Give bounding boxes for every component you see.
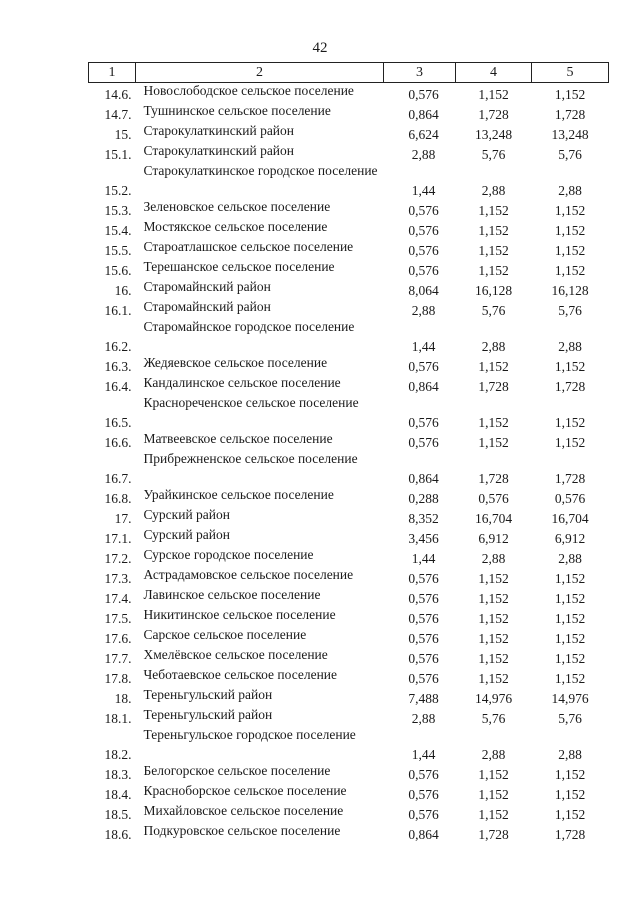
table-row: [89, 667, 609, 687]
row-number: 16.3.: [104, 359, 132, 374]
table-row: [89, 451, 609, 487]
table-header-row: [89, 63, 609, 83]
value-col-4: 5,76: [481, 147, 506, 162]
table-row: [89, 219, 609, 239]
territory-name: Жедяевское сельское поселение: [143, 355, 328, 370]
value-col-3: 8,064: [408, 283, 439, 298]
value-col-4: 5,76: [481, 711, 506, 726]
value-col-5: 1,152: [554, 415, 586, 430]
value-col-4: 0,576: [478, 491, 509, 506]
value-col-3: 6,624: [408, 127, 439, 142]
value-col-4: 1,152: [478, 435, 509, 450]
territory-name: Тушнинское сельское поселение: [143, 103, 331, 118]
territory-name: Матвеевское сельское поселение: [143, 431, 333, 446]
territory-name: Староатлашское сельское поселение: [143, 239, 354, 254]
table-row: [89, 279, 609, 299]
value-col-3: 1,44: [411, 339, 436, 354]
value-col-5: 2,88: [558, 551, 582, 566]
value-col-5: 1,728: [554, 379, 586, 394]
value-col-3: 0,576: [408, 591, 439, 606]
value-col-3: 0,576: [408, 415, 439, 430]
value-col-5: 13,248: [551, 127, 589, 142]
row-number: 15.4.: [104, 223, 132, 238]
value-col-4: 16,128: [474, 283, 513, 298]
value-col-5: 16,128: [551, 283, 589, 298]
column-header-3: 3: [384, 63, 456, 83]
value-col-4: 16,704: [474, 511, 513, 526]
row-number: 14.7.: [104, 107, 132, 122]
table-row: [89, 487, 609, 507]
value-col-4: 1,152: [478, 611, 509, 626]
table-row: [89, 143, 609, 163]
table-row: [89, 507, 609, 527]
value-col-5: 1,152: [554, 591, 586, 606]
row-number: 17.2.: [104, 551, 132, 566]
value-col-4: 1,152: [478, 631, 509, 646]
row-number: 16.1.: [104, 303, 132, 318]
territory-name: Краснореченское сельское поселение: [143, 395, 359, 410]
table-row: [89, 355, 609, 375]
table-row: [89, 587, 609, 607]
value-col-5: 2,88: [558, 183, 582, 198]
value-col-3: 7,488: [408, 691, 439, 706]
value-col-3: 0,864: [408, 379, 439, 394]
value-col-3: 2,88: [411, 303, 436, 318]
territory-name: Урайкинское сельское поселение: [143, 487, 334, 502]
row-number: 14.6.: [104, 87, 132, 102]
value-col-3: 2,88: [411, 711, 436, 726]
territory-name: Белогорское сельское поселение: [143, 763, 331, 778]
table-row: [89, 627, 609, 647]
value-col-4: 1,152: [478, 87, 509, 102]
value-col-3: 0,576: [408, 263, 439, 278]
value-col-5: 1,152: [554, 767, 586, 782]
value-col-5: 1,152: [554, 807, 586, 822]
territory-name: Зеленовское сельское поселение: [143, 199, 331, 214]
column-header-1: 1: [89, 63, 136, 83]
value-col-5: 2,88: [558, 339, 582, 354]
row-number: 17.8.: [104, 671, 132, 686]
value-col-4: 1,152: [478, 263, 509, 278]
value-col-3: 0,576: [408, 767, 439, 782]
value-col-3: 0,864: [408, 827, 439, 842]
row-number: 16.2.: [104, 339, 132, 354]
row-number: 16.4.: [104, 379, 132, 394]
value-col-4: 1,152: [478, 203, 509, 218]
value-col-4: 1,152: [478, 243, 509, 258]
value-col-3: 0,576: [408, 243, 439, 258]
value-col-5: 1,152: [554, 631, 586, 646]
table-row: [89, 567, 609, 587]
territory-name: Тереньгульское городское поселение: [143, 727, 356, 742]
table-row: [89, 783, 609, 803]
territory-name: Кандалинское сельское поселение: [143, 375, 341, 390]
value-col-3: 0,864: [408, 471, 439, 486]
territory-name: Тереньгульский район: [143, 707, 273, 722]
value-col-5: 6,912: [554, 531, 586, 546]
value-col-3: 0,576: [408, 611, 439, 626]
table-row: [89, 527, 609, 547]
territory-name: Никитинское сельское поселение: [143, 607, 336, 622]
value-col-5: 1,152: [554, 787, 586, 802]
value-col-4: 1,152: [478, 571, 509, 586]
value-col-4: 13,248: [474, 127, 513, 142]
value-col-3: 0,576: [408, 203, 439, 218]
value-col-5: 1,728: [554, 107, 586, 122]
table-row: [89, 123, 609, 143]
territory-name: Сурский район: [143, 527, 230, 542]
row-number: 18.5.: [104, 807, 132, 822]
value-col-3: 0,288: [408, 491, 439, 506]
value-col-4: 1,728: [478, 107, 509, 122]
row-number: 15.3.: [104, 203, 132, 218]
value-col-4: 1,728: [478, 379, 509, 394]
value-col-4: 6,912: [478, 531, 509, 546]
value-col-3: 1,44: [411, 551, 436, 566]
value-col-4: 14,976: [474, 691, 513, 706]
row-number: 15.6.: [104, 263, 132, 278]
value-col-3: 2,88: [411, 147, 436, 162]
territory-name: Мостякское сельское поселение: [143, 219, 328, 234]
table-row: [89, 803, 609, 823]
row-number: 17.7.: [104, 651, 132, 666]
row-number: 15.: [114, 127, 132, 142]
value-col-4: 1,728: [478, 827, 509, 842]
value-col-4: 1,152: [478, 415, 509, 430]
territory-name: Красноборское сельское поселение: [143, 783, 347, 798]
row-number: 18.3.: [104, 767, 132, 782]
table-row: [89, 707, 609, 727]
value-col-5: 1,152: [554, 671, 586, 686]
value-col-5: 1,152: [554, 571, 586, 586]
value-col-3: 8,352: [408, 511, 439, 526]
row-number: 16.6.: [104, 435, 132, 450]
territory-name: Терешанское сельское поселение: [143, 259, 335, 274]
row-number: 17.: [114, 511, 132, 526]
value-col-4: 1,152: [478, 787, 509, 802]
value-col-4: 1,152: [478, 671, 509, 686]
value-col-3: 0,576: [408, 807, 439, 822]
value-col-4: 2,88: [481, 339, 506, 354]
territory-name: Старокулаткинский район: [143, 143, 295, 158]
value-col-4: 2,88: [481, 551, 506, 566]
row-number: 18.4.: [104, 787, 132, 802]
table-row: [89, 83, 609, 104]
value-col-5: 16,704: [551, 511, 589, 526]
table-body: [89, 83, 609, 844]
table-row: [89, 319, 609, 355]
row-number: 17.6.: [104, 631, 132, 646]
row-number: 16.8.: [104, 491, 132, 506]
territory-name: Сурское городское поселение: [143, 547, 314, 562]
territory-name: Михайловское сельское поселение: [143, 803, 344, 818]
value-col-3: 0,576: [408, 787, 439, 802]
value-col-3: 3,456: [408, 531, 439, 546]
table-row: [89, 375, 609, 395]
territory-name: Новослободское сельское поселение: [143, 83, 354, 98]
table-row: [89, 647, 609, 667]
table-row: [89, 431, 609, 451]
value-col-5: 1,152: [554, 223, 586, 238]
territory-name: Старомайнский район: [143, 299, 271, 314]
table-row: [89, 395, 609, 431]
value-col-5: 1,728: [554, 827, 586, 842]
table-row: [89, 299, 609, 319]
territory-name: Старокулаткинское городское поселение: [143, 163, 378, 178]
value-col-4: 1,152: [478, 651, 509, 666]
table-row: [89, 727, 609, 763]
value-col-3: 0,576: [408, 671, 439, 686]
value-col-5: 14,976: [551, 691, 589, 706]
table-row: [89, 607, 609, 627]
territory-name: Сарское сельское поселение: [143, 627, 307, 642]
table-row: [89, 163, 609, 199]
table-row: [89, 547, 609, 567]
value-col-5: 5,76: [558, 711, 582, 726]
table-row: [89, 823, 609, 843]
value-col-3: 0,576: [408, 223, 439, 238]
territory-name: Старокулаткинский район: [143, 123, 295, 138]
allocation-table: [88, 62, 609, 843]
value-col-4: 1,152: [478, 359, 509, 374]
value-col-5: 5,76: [558, 147, 582, 162]
value-col-4: 1,152: [478, 223, 509, 238]
table-row: [89, 239, 609, 259]
column-header-5: 5: [532, 63, 609, 83]
territory-name: Лавинское сельское поселение: [143, 587, 321, 602]
row-number: 18.2.: [104, 747, 132, 762]
value-col-4: 1,152: [478, 807, 509, 822]
column-header-4: 4: [456, 63, 532, 83]
value-col-4: 1,728: [478, 471, 509, 486]
table-row: [89, 259, 609, 279]
territory-name: Старомайнское городское поселение: [143, 319, 355, 334]
row-number: 17.5.: [104, 611, 132, 626]
territory-name: Чеботаевское сельское поселение: [143, 667, 338, 682]
territory-name: Старомайнский район: [143, 279, 271, 294]
value-col-3: 0,576: [408, 87, 439, 102]
row-number: 15.5.: [104, 243, 132, 258]
value-col-3: 1,44: [411, 183, 436, 198]
column-header-2: 2: [136, 63, 384, 83]
table-row: [89, 103, 609, 123]
value-col-5: 1,152: [554, 651, 586, 666]
value-col-5: 5,76: [558, 303, 582, 318]
territory-name: Прибрежненское сельское поселение: [143, 451, 358, 466]
value-col-5: 1,152: [554, 611, 586, 626]
value-col-3: 0,576: [408, 651, 439, 666]
table-row: [89, 763, 609, 783]
value-col-3: 0,576: [408, 631, 439, 646]
value-col-5: 1,152: [554, 87, 586, 102]
row-number: 17.1.: [104, 531, 132, 546]
value-col-5: 1,152: [554, 203, 586, 218]
value-col-4: 1,152: [478, 591, 509, 606]
value-col-5: 0,576: [554, 491, 586, 506]
row-number: 18.: [114, 691, 132, 706]
value-col-3: 0,576: [408, 435, 439, 450]
value-col-5: 1,728: [554, 471, 586, 486]
value-col-4: 1,152: [478, 767, 509, 782]
value-col-5: 1,152: [554, 243, 586, 258]
value-col-5: 1,152: [554, 359, 586, 374]
value-col-5: 1,152: [554, 263, 586, 278]
territory-name: Сурский район: [143, 507, 230, 522]
row-number: 17.4.: [104, 591, 132, 606]
value-col-3: 0,576: [408, 571, 439, 586]
territory-name: Астрадамовское сельское поселение: [143, 567, 354, 582]
page-number: 42: [312, 40, 328, 56]
row-number: 17.3.: [104, 571, 132, 586]
territory-name: Хмелёвское сельское поселение: [143, 647, 328, 662]
value-col-4: 5,76: [481, 303, 506, 318]
value-col-4: 2,88: [481, 747, 506, 762]
value-col-5: 1,152: [554, 435, 586, 450]
table-row: [89, 687, 609, 707]
value-col-4: 2,88: [481, 183, 506, 198]
row-number: 18.6.: [104, 827, 132, 842]
territory-name: Тереньгульский район: [143, 687, 273, 702]
territory-name: Подкуровское сельское поселение: [143, 823, 341, 838]
row-number: 18.1.: [104, 711, 132, 726]
value-col-3: 0,864: [408, 107, 439, 122]
row-number: 16.7.: [104, 471, 132, 486]
row-number: 16.5.: [104, 415, 132, 430]
value-col-3: 1,44: [411, 747, 436, 762]
value-col-3: 0,576: [408, 359, 439, 374]
row-number: 16.: [114, 283, 132, 298]
value-col-5: 2,88: [558, 747, 582, 762]
row-number: 15.2.: [104, 183, 132, 198]
row-number: 15.1.: [104, 147, 132, 162]
table-row: [89, 199, 609, 219]
